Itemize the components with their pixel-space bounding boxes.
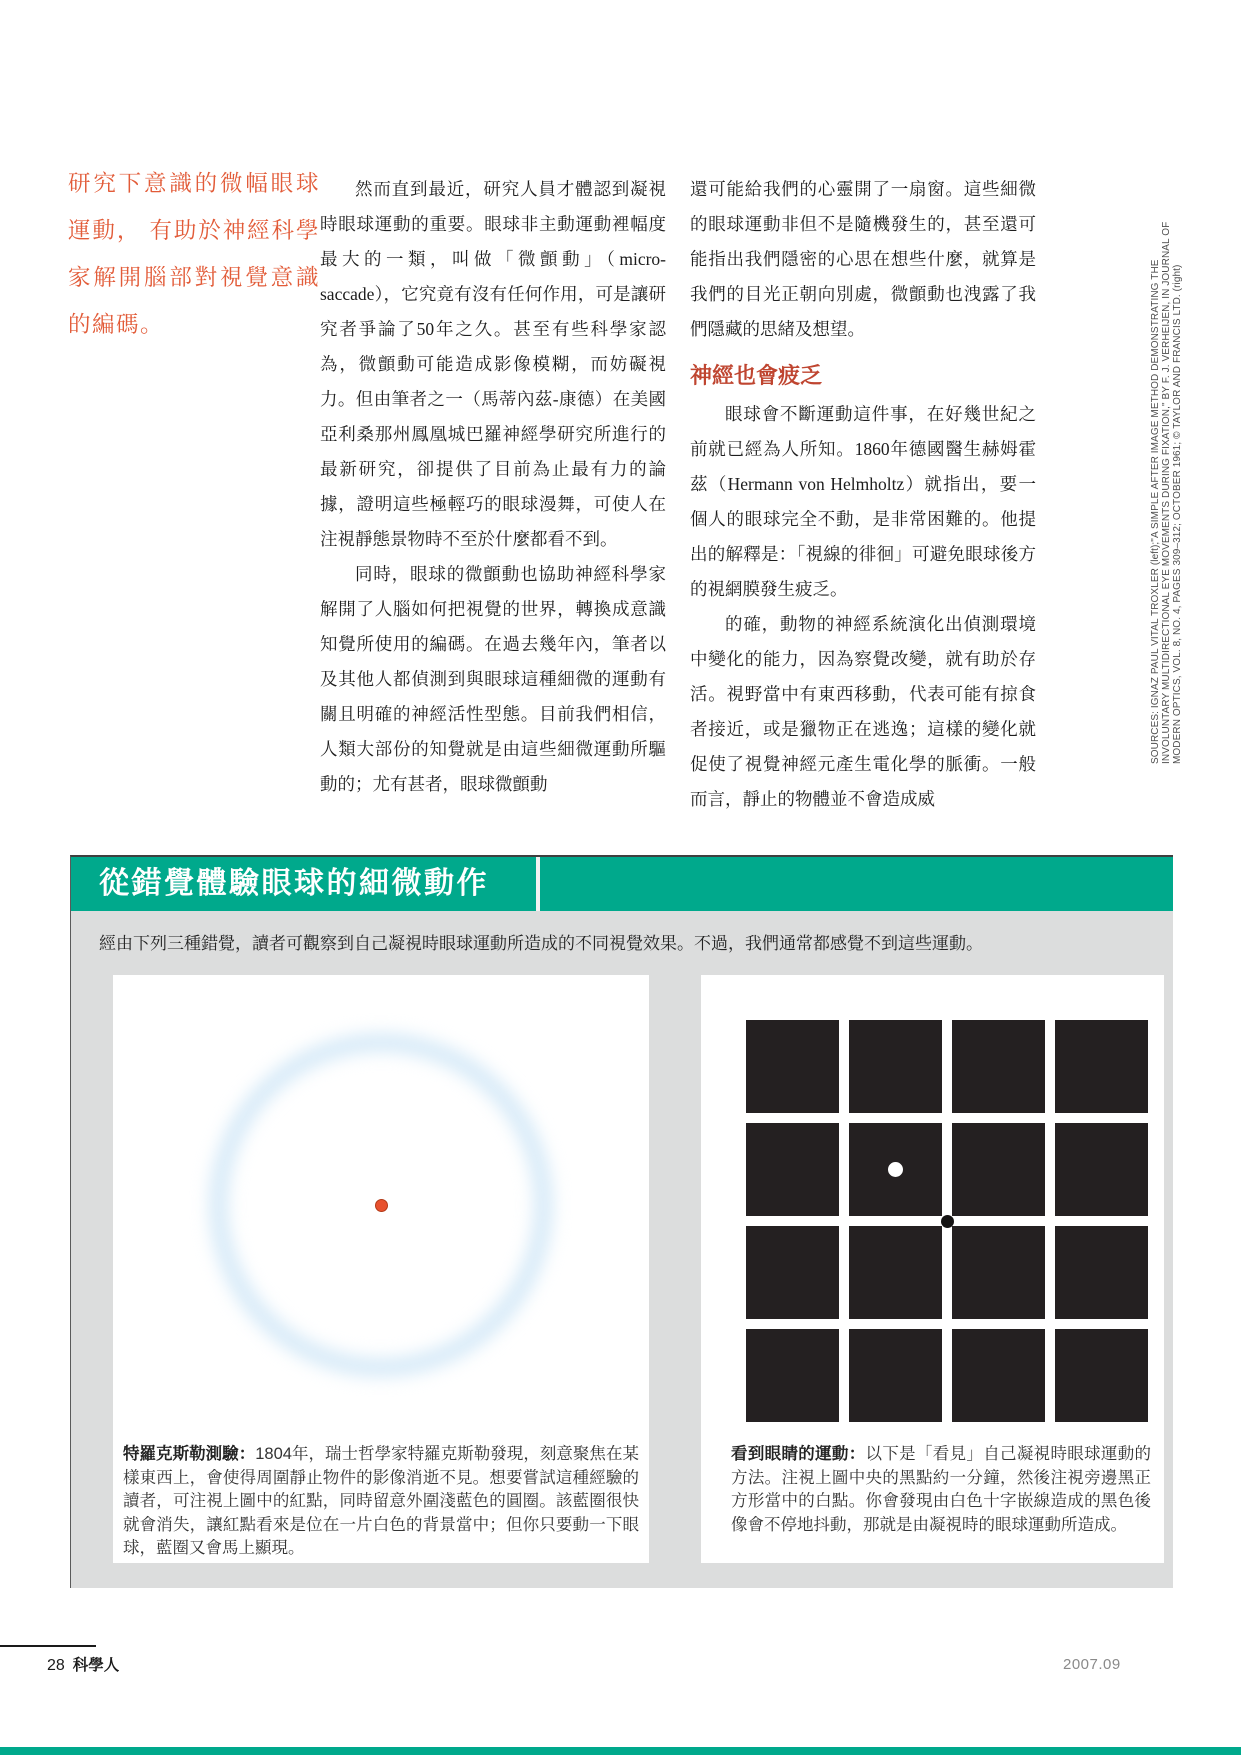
title-divider <box>536 857 540 911</box>
red-fixation-dot <box>375 1199 388 1212</box>
paragraph: 還可能給我們的心靈開了一扇窗。這些細微的眼球運動非但不是隨機發生的，甚至還可能指出我們隱密的心思在想些什麼，就算是我們的目光正朝向別處，微顫動也洩露了我們隱藏的思緒及想望。 <box>690 179 1036 339</box>
caption-text: 以下是「看見」自己凝視時眼球運動的方法。注視上圖中央的黑點約一分鐘，然後注視旁邊黑正方形當中的白點。你會發現由白色十字嵌線造成的黑色後像會不停地抖動，那就是由凝視時的眼球運動所造成。 <box>731 1445 1151 1534</box>
caption-lead: 特羅克斯勒測驗： <box>123 1445 256 1463</box>
section-heading: 神經也會疲乏 <box>690 363 823 388</box>
eye-movement-caption <box>731 1443 1151 1537</box>
figure-title-band <box>71 857 1173 911</box>
white-fixation-dot <box>888 1162 903 1177</box>
footer-rule <box>0 1645 96 1647</box>
source-citation-line: MODERN OPTICS, VOL. 8, NO. 4, PAGES 309–312; OCTOBER 1961; © TAYLOR AND FRANCIS LTD. (right) <box>1172 264 1183 764</box>
source-citation-line: SOURCES: IGNAZ PAUL VITAL TROXLER (left);"A SIMPLE AFTER IMAGE METHOD DEMONSTRATING THE <box>1150 259 1161 764</box>
grid-square <box>1055 1329 1148 1422</box>
body-column-2 <box>690 172 1036 817</box>
source-citation <box>1150 221 1184 764</box>
troxler-illusion-panel <box>113 975 649 1563</box>
body-column-1 <box>320 172 666 802</box>
grid-square <box>849 1329 942 1422</box>
grid-square <box>746 1226 839 1319</box>
paragraph: 的確，動物的神經系統演化出偵測環境中變化的能力，因為察覺改變，就有助於存活。視野當中有東西移動，代表可能有掠食者接近，或是獵物正在逃逸；這樣的變化就促使了視覺神經元產生電化學的脈衝。一般而言，靜止的物體並不會造成威 <box>690 614 1036 809</box>
black-fixation-dot <box>941 1215 954 1228</box>
paragraph: 同時，眼球的微顫動也協助神經科學家解開了人腦如何把視覺的世界，轉換成意識知覺所使用的編碼。在過去幾年內，筆者以及其他人都偵測到與眼球這種細微的運動有關且明確的神經活性型態。目前我們相信，人類大部份的知覺就是由這些細微運動所驅動的；尤有甚者，眼球微顫動 <box>320 564 666 794</box>
footer-left <box>47 1653 119 1675</box>
figure-subtitle: 經由下列三種錯覺，讀者可觀察到自己凝視時眼球運動所造成的不同視覺效果。不過，我們通常都感覺不到這些運動。 <box>99 934 983 953</box>
figure-box <box>70 855 1173 1588</box>
grid-square <box>1055 1123 1148 1216</box>
page-number: 28 <box>47 1657 65 1674</box>
paragraph: 眼球會不斷運動這件事，在好幾世紀之前就已經為人所知。1860年德國醫生赫姆霍茲（Hermann von Helmholtz）就指出，要一個人的眼球完全不動，是非常困難的。他提出的解釋是：「視線的徘徊」可避免眼球後方的視網膜發生疲乏。 <box>690 404 1036 599</box>
eye-movement-grid-panel <box>701 975 1164 1563</box>
caption-lead: 看到眼睛的運動： <box>731 1445 866 1463</box>
bottom-accent-bar <box>0 1747 1241 1755</box>
paragraph: 然而直到最近，研究人員才體認到凝視時眼球運動的重要。眼球非主動運動裡幅度最大的一類，叫做「微顫動」（micro-saccade），它究竟有沒有任何作用，可是讓研究者爭論了50年之久。甚至有些科學家認為，微顫動可能造成影像模糊，而妨礙視力。但由筆者之一（馬蒂內茲-康德）在美國亞利桑那州鳳凰城巴羅神經學研究所進行的最新研究，卻提供了目前為止最有力的論據，證明這些極輕巧的眼球漫舞，可使人在注視靜態景物時不至於什麼都看不到。 <box>320 179 666 549</box>
checkerboard-grid <box>746 1020 1148 1422</box>
figure-title: 從錯覺體驗眼球的細微動作 <box>99 867 489 900</box>
grid-square <box>952 1020 1045 1113</box>
grid-square <box>1055 1020 1148 1113</box>
troxler-caption <box>123 1443 639 1561</box>
grid-square <box>849 1226 942 1319</box>
grid-square <box>746 1123 839 1216</box>
grid-square <box>952 1329 1045 1422</box>
grid-square <box>746 1020 839 1113</box>
grid-square <box>746 1329 839 1422</box>
grid-square <box>952 1123 1045 1216</box>
caption-text: 1804年，瑞士哲學家特羅克斯勒發現，刻意聚焦在某樣東西上，會使得周圍靜止物件的影像消逝不見。想要嘗試這種經驗的讀者，可注視上圖中的紅點，同時留意外圍淺藍色的圓圈。該藍圈很快就會消失，讓紅點看來是位在一片白色的背景當中；但你只要動一下眼球，藍圈又會馬上顯現。 <box>123 1445 639 1557</box>
pull-quote: 研究下意識的微幅眼球運動， 有助於神經科學家解開腦部對視覺意識的編碼。 <box>68 171 320 337</box>
grid-square <box>1055 1226 1148 1319</box>
source-citation-line: INVOLUNTARY MULTIDIRECTIONAL EYE MOVEMENTS DURING FIXATION," BY F. J. VERHEIJEN, IN JOURNAL OF <box>1161 221 1172 764</box>
issue-date: 2007.09 <box>1063 1656 1121 1673</box>
grid-square <box>952 1226 1045 1319</box>
grid-square <box>849 1020 942 1113</box>
magazine-name: 科學人 <box>72 1657 120 1674</box>
